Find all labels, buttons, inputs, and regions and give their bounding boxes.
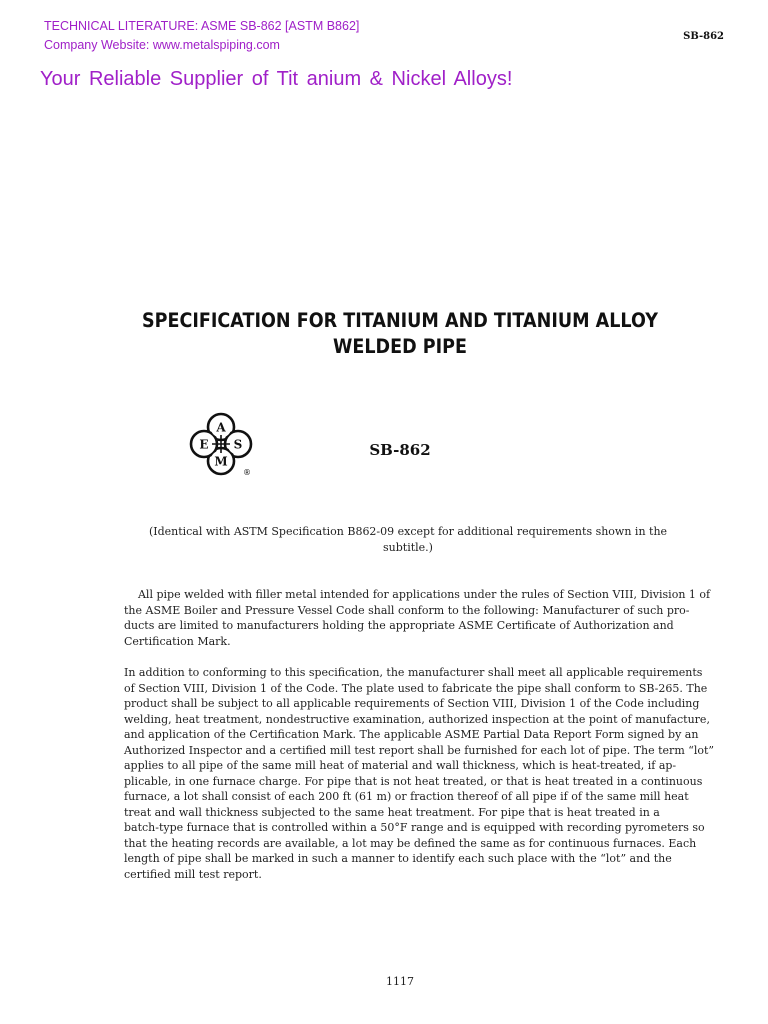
- paragraph-line: and application of the Certification Mark. The applicable ASME Partial Data Report Form signed by an: [124, 728, 699, 741]
- paragraph-line: batch-type furnace that is controlled within a 50°F range and is equipped with recording pyrometers so: [124, 821, 705, 834]
- header-spec-code: SB-862: [683, 31, 724, 42]
- paragraph-requirements: [124, 665, 715, 882]
- logo-letter-m: M: [214, 454, 228, 469]
- identical-note-line-1: (Identical with ASTM Specification B862-09 except for additional requirements shown in the: [148, 525, 668, 538]
- paragraph-line: product shall be subject to all applicable requirements of Section VIII, Division 1 of the Code including: [124, 697, 700, 710]
- paragraph-line: In addition to conforming to this specification, the manufacturer shall meet all applicable requirements: [124, 666, 703, 679]
- paragraph-filler-metal: [124, 587, 711, 649]
- logo-letter-s: S: [233, 437, 243, 452]
- paragraph-line: furnace, a lot shall consist of each 200 ft (61 m) or fraction thereof of all pipe if of the same mill heat: [124, 790, 689, 803]
- paragraph-line: Authorized Inspector and a certified mill test report shall be furnished for each lot of pipe. The term “lot”: [124, 743, 715, 757]
- title-line-2: WELDED PIPE: [332, 335, 468, 358]
- paragraph-line: All pipe welded with filler metal intended for applications under the rules of Section VIII, Division 1 of: [124, 588, 711, 601]
- title-line-1: SPECIFICATION FOR TITANIUM AND TITANIUM ALLOY: [141, 309, 659, 332]
- paragraph-line: of Section VIII, Division 1 of the Code. The plate used to fabricate the pipe shall conform to SB-265. The: [124, 681, 708, 695]
- paragraph-line: applies to all pipe of the same mill heat of material and wall thickness, which is heat-treated, if ap-: [124, 759, 677, 772]
- asme-clover-logo-icon: [188, 411, 256, 479]
- header-website-line: Company Website: www.metalspiping.com: [44, 38, 280, 52]
- paragraph-line: that the heating records are available, a lot may be defined the same as for continuous furnaces. Each: [124, 836, 697, 850]
- paragraph-line: ducts are limited to manufacturers holding the appropriate ASME Certificate of Authorization and: [124, 619, 674, 632]
- identical-note-line-2: subtitle.): [383, 541, 433, 554]
- paragraph-line: length of pipe shall be marked in such a manner to identify each such place with the “lot” and the: [124, 852, 672, 865]
- paragraph-line: the ASME Boiler and Pressure Vessel Code shall conform to the following: Manufacturer of such pro-: [124, 603, 690, 617]
- registered-mark: ®: [243, 468, 251, 477]
- paragraph-line: Certification Mark.: [124, 634, 231, 648]
- page-number: 1117: [386, 975, 414, 988]
- document-title: [130, 308, 670, 360]
- header-literature-line: TECHNICAL LITERATURE: ASME SB-862 [ASTM B862]: [44, 19, 360, 33]
- paragraph-line: treat and wall thickness subjected to the same heat treatment. For pipe that is heat treated in a: [124, 805, 660, 819]
- identical-note: [148, 524, 668, 556]
- header-tagline: Your Reliable Supplier of Tit anium & Nickel Alloys!: [40, 68, 513, 90]
- paragraph-line: certified mill test report.: [124, 867, 262, 881]
- paragraph-line: plicable, in one furnace charge. For pipe that is not heat treated, or that is heat treated in a continuous: [124, 774, 703, 788]
- spec-number: SB-862: [369, 441, 431, 459]
- logo-letter-e: E: [199, 437, 209, 452]
- paragraph-line: welding, heat treatment, nondestructive examination, authorized inspection at the point of manufacture,: [124, 712, 710, 726]
- logo-letter-a: A: [216, 420, 226, 435]
